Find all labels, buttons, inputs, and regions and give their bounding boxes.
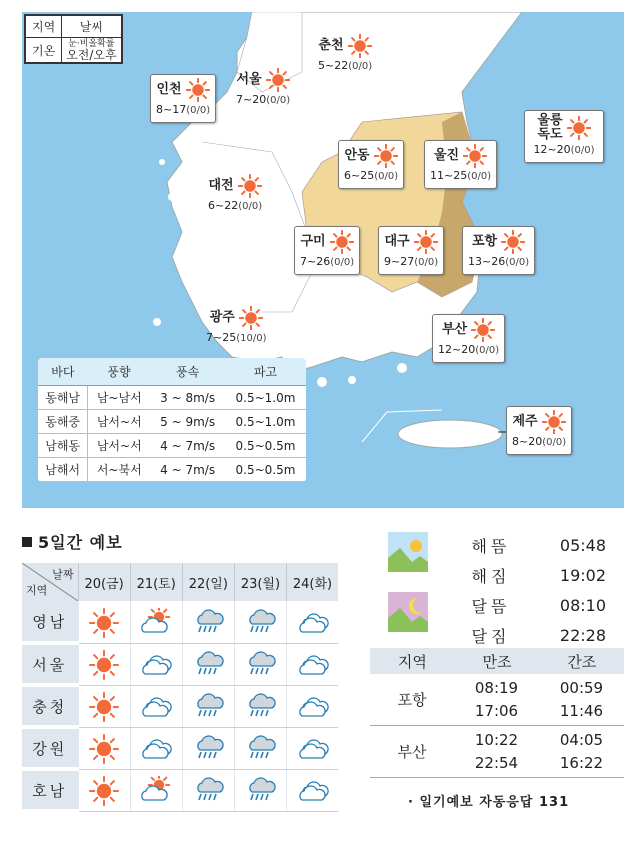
- city-precip: (0/0): [467, 171, 492, 182]
- city-uljin: [424, 140, 497, 189]
- city-temp: 6~25: [344, 169, 375, 182]
- forecast-cell: [78, 769, 130, 811]
- day-header: 21(토): [130, 563, 182, 601]
- forecast-cell: [287, 685, 339, 727]
- city-name: 안동: [344, 148, 370, 163]
- city-name: 대구: [384, 234, 410, 249]
- sea-cell: 남해서: [38, 458, 88, 482]
- sun-icon: [88, 650, 120, 678]
- table-row: [38, 410, 306, 434]
- cloud-icon: [140, 692, 172, 720]
- city-precip: (0/0): [570, 145, 595, 156]
- corner-region-label: 지역: [26, 584, 48, 597]
- forecast-cell: [182, 643, 234, 685]
- rain-cloud-icon: [244, 776, 276, 804]
- sea-cell: 3 ~ 8m/s: [150, 386, 225, 410]
- legend-precip: [62, 38, 121, 63]
- forecast-region: 강원: [22, 727, 78, 769]
- sun-cloud-icon: [140, 608, 172, 636]
- forecast-region: 영남: [22, 601, 78, 643]
- city-jeju: [506, 406, 572, 455]
- tide-high: 08:19: [474, 678, 519, 697]
- sea-cell: 0.5~0.5m: [225, 458, 306, 482]
- city-precip: (0/0): [186, 105, 211, 116]
- rain-cloud-icon: [192, 692, 224, 720]
- city-name: 포항: [472, 234, 498, 249]
- city-name: 서울: [236, 72, 262, 87]
- astro-value: 08:10: [559, 595, 606, 615]
- forecast-cell: [78, 643, 130, 685]
- tide-high: 17:06: [474, 701, 519, 720]
- city-name: 울릉 독도: [537, 113, 563, 142]
- sun-icon: [266, 68, 290, 92]
- sea-header: 파고: [225, 358, 306, 386]
- city-gwangju: [206, 306, 266, 347]
- city-temp: 11~25: [430, 169, 468, 182]
- sea-cell: 동해남: [38, 386, 88, 410]
- sea-cell: 4 ~ 7m/s: [150, 458, 225, 482]
- sea-cell: 남서~서: [88, 410, 151, 434]
- forecast-cell: [78, 601, 130, 643]
- sea-conditions-table: [38, 358, 306, 482]
- astro-value: 05:48: [559, 535, 606, 555]
- city-chuncheon: [318, 34, 372, 75]
- square-bullet-icon: [22, 537, 32, 547]
- city-temp: 7~26: [300, 255, 331, 268]
- city-temp: 7~25: [206, 331, 237, 344]
- sea-cell: 동해중: [38, 410, 88, 434]
- city-precip: (0/0): [374, 171, 399, 182]
- forecast-cell: [130, 769, 182, 811]
- sun-icon: [239, 306, 263, 330]
- city-precip: (0/0): [348, 61, 373, 72]
- sun-icon: [471, 318, 495, 342]
- forecast-table: [22, 563, 338, 813]
- five-day-forecast: [22, 530, 338, 813]
- forecast-cell: [287, 601, 339, 643]
- sea-cell: 0.5~0.5m: [225, 434, 306, 458]
- rain-cloud-icon: [244, 650, 276, 678]
- day-header: 24(화): [287, 563, 339, 601]
- city-gumi: [294, 226, 360, 275]
- rain-cloud-icon: [192, 650, 224, 678]
- sea-cell: 0.5~1.0m: [225, 410, 306, 434]
- city-name: 대전: [208, 178, 234, 193]
- cloud-icon: [140, 650, 172, 678]
- city-temp: 9~27: [384, 255, 415, 268]
- table-row: [38, 458, 306, 482]
- city-name: 제주: [512, 414, 538, 429]
- forecast-cell: [78, 727, 130, 769]
- forecast-cell: [287, 727, 339, 769]
- sunrise-icon: [388, 532, 428, 576]
- forecast-corner: [22, 563, 78, 601]
- tide-row-pohang: [370, 674, 624, 726]
- tide-high: 10:22: [474, 730, 519, 749]
- auto-response-number: · 일기예보 자동응답 131: [408, 795, 570, 810]
- city-temp: 8~20: [512, 435, 543, 448]
- city-pohang: [462, 226, 535, 275]
- sea-cell: 5 ~ 9m/s: [150, 410, 225, 434]
- city-busan: [432, 314, 505, 363]
- city-seoul: [236, 68, 290, 109]
- weather-map: [22, 12, 624, 508]
- city-precip: (0/0): [330, 257, 355, 268]
- tide-header-cell: 지역: [397, 652, 427, 671]
- tide-header: [370, 648, 624, 674]
- table-row: [38, 434, 306, 458]
- sun-moon-times: [386, 530, 626, 650]
- map-legend: [24, 14, 123, 64]
- city-temp: 13~26: [468, 255, 506, 268]
- astro-label: 해짐: [471, 566, 511, 586]
- forecast-cell: [130, 601, 182, 643]
- forecast-cell: [234, 643, 286, 685]
- legend-temp-label: 기온: [26, 38, 62, 63]
- astro-label: 해뜸: [471, 536, 511, 556]
- forecast-cell: [182, 727, 234, 769]
- sun-cloud-icon: [140, 776, 172, 804]
- city-incheon: [150, 74, 216, 123]
- day-header: 22(일): [182, 563, 234, 601]
- tide-table: [370, 648, 624, 778]
- forecast-cell: [287, 643, 339, 685]
- forecast-cell: [287, 769, 339, 811]
- forecast-cell: [130, 685, 182, 727]
- table-row: [22, 769, 338, 811]
- sun-icon: [414, 230, 438, 254]
- city-daejeon: [208, 174, 262, 215]
- sea-cell: 0.5~1.0m: [225, 386, 306, 410]
- cloud-icon: [297, 608, 329, 636]
- sea-cell: 서~북서: [88, 458, 151, 482]
- sea-cell: 4 ~ 7m/s: [150, 434, 225, 458]
- forecast-title-text: 5일간 예보: [38, 533, 123, 552]
- rain-cloud-icon: [192, 734, 224, 762]
- sun-icon: [542, 410, 566, 434]
- sun-icon: [88, 692, 120, 720]
- city-temp: 5~22: [318, 59, 349, 72]
- city-daegu: [378, 226, 444, 275]
- sun-icon: [88, 776, 120, 804]
- table-row: [22, 685, 338, 727]
- sun-icon: [463, 144, 487, 168]
- city-andong: [338, 140, 404, 189]
- forecast-cell: [234, 727, 286, 769]
- moonrise-icon: [388, 592, 428, 636]
- forecast-cell: [130, 727, 182, 769]
- tide-high: 22:54: [474, 753, 519, 772]
- table-row: [38, 386, 306, 410]
- tide-low: 11:46: [559, 701, 604, 720]
- city-precip: (0/0): [542, 437, 567, 448]
- forecast-cell: [130, 643, 182, 685]
- city-name: 인천: [156, 82, 182, 97]
- forecast-cell: [234, 601, 286, 643]
- sun-icon: [88, 734, 120, 762]
- table-row: [22, 727, 338, 769]
- day-header: 23(월): [234, 563, 286, 601]
- forecast-cell: [78, 685, 130, 727]
- sea-header: 바다: [38, 358, 88, 386]
- city-name: 울진: [434, 148, 460, 163]
- city-name: 광주: [209, 310, 235, 325]
- astro-value: 22:28: [559, 625, 606, 645]
- legend-region-label: 지역: [26, 16, 62, 38]
- legend-precip-label: 눈·비올확률: [68, 39, 115, 49]
- city-precip: (0/0): [238, 201, 263, 212]
- sun-icon: [501, 230, 525, 254]
- forecast-title: [22, 530, 338, 553]
- day-header: 20(금): [78, 563, 130, 601]
- tide-low: 16:22: [559, 753, 604, 772]
- city-precip: (0/0): [505, 257, 530, 268]
- forecast-cell: [234, 685, 286, 727]
- forecast-cell: [182, 769, 234, 811]
- tide-location: 포항: [397, 691, 427, 709]
- legend-ampm-label: 오전/오후: [66, 48, 117, 62]
- city-temp: 12~20: [533, 143, 571, 156]
- sun-icon: [88, 608, 120, 636]
- rain-cloud-icon: [244, 734, 276, 762]
- forecast-region: 서울: [22, 643, 78, 685]
- astro-label: 달짐: [471, 626, 511, 646]
- sea-header: 풍향: [88, 358, 151, 386]
- sun-icon: [330, 230, 354, 254]
- city-name: 부산: [442, 322, 468, 337]
- city-precip: (0/0): [475, 345, 500, 356]
- cloud-icon: [140, 734, 172, 762]
- corner-date-label: 날짜: [52, 568, 74, 581]
- forecast-cell: [182, 685, 234, 727]
- city-temp: 6~22: [208, 199, 239, 212]
- city-precip: (0/0): [414, 257, 439, 268]
- cloud-icon: [297, 692, 329, 720]
- city-temp: 7~20: [236, 93, 267, 106]
- table-row: [22, 643, 338, 685]
- sea-cell: 남~남서: [88, 386, 151, 410]
- tide-low: 00:59: [559, 678, 604, 697]
- sea-cell: 남해동: [38, 434, 88, 458]
- astro-value: 19:02: [559, 565, 606, 585]
- tide-header-cell: 간조: [567, 652, 597, 671]
- city-temp: 8~17: [156, 103, 187, 116]
- forecast-cell: [234, 769, 286, 811]
- city-name: 춘천: [318, 38, 344, 53]
- tide-location: 부산: [397, 743, 427, 761]
- rain-cloud-icon: [244, 608, 276, 636]
- rain-cloud-icon: [192, 608, 224, 636]
- astro-label: 달뜸: [471, 596, 511, 616]
- sun-icon: [186, 78, 210, 102]
- cloud-icon: [297, 776, 329, 804]
- forecast-cell: [182, 601, 234, 643]
- table-row: [22, 601, 338, 643]
- forecast-region: 호남: [22, 769, 78, 811]
- sun-icon: [567, 116, 591, 140]
- rain-cloud-icon: [192, 776, 224, 804]
- tide-header-cell: 만조: [482, 652, 512, 671]
- legend-weather-label: 날씨: [62, 16, 121, 38]
- sun-icon: [374, 144, 398, 168]
- sun-icon: [238, 174, 262, 198]
- cloud-icon: [297, 650, 329, 678]
- sea-header: 풍속: [150, 358, 225, 386]
- tide-row-busan: [370, 726, 624, 778]
- city-precip: (10/0): [236, 333, 267, 344]
- city-name: 구미: [300, 234, 326, 249]
- forecast-region: 충청: [22, 685, 78, 727]
- tide-low: 04:05: [559, 730, 604, 749]
- city-precip: (0/0): [266, 95, 291, 106]
- city-ulleung: [524, 110, 604, 163]
- rain-cloud-icon: [244, 692, 276, 720]
- sea-cell: 남서~서: [88, 434, 151, 458]
- sun-icon: [348, 34, 372, 58]
- city-temp: 12~20: [438, 343, 476, 356]
- cloud-icon: [297, 734, 329, 762]
